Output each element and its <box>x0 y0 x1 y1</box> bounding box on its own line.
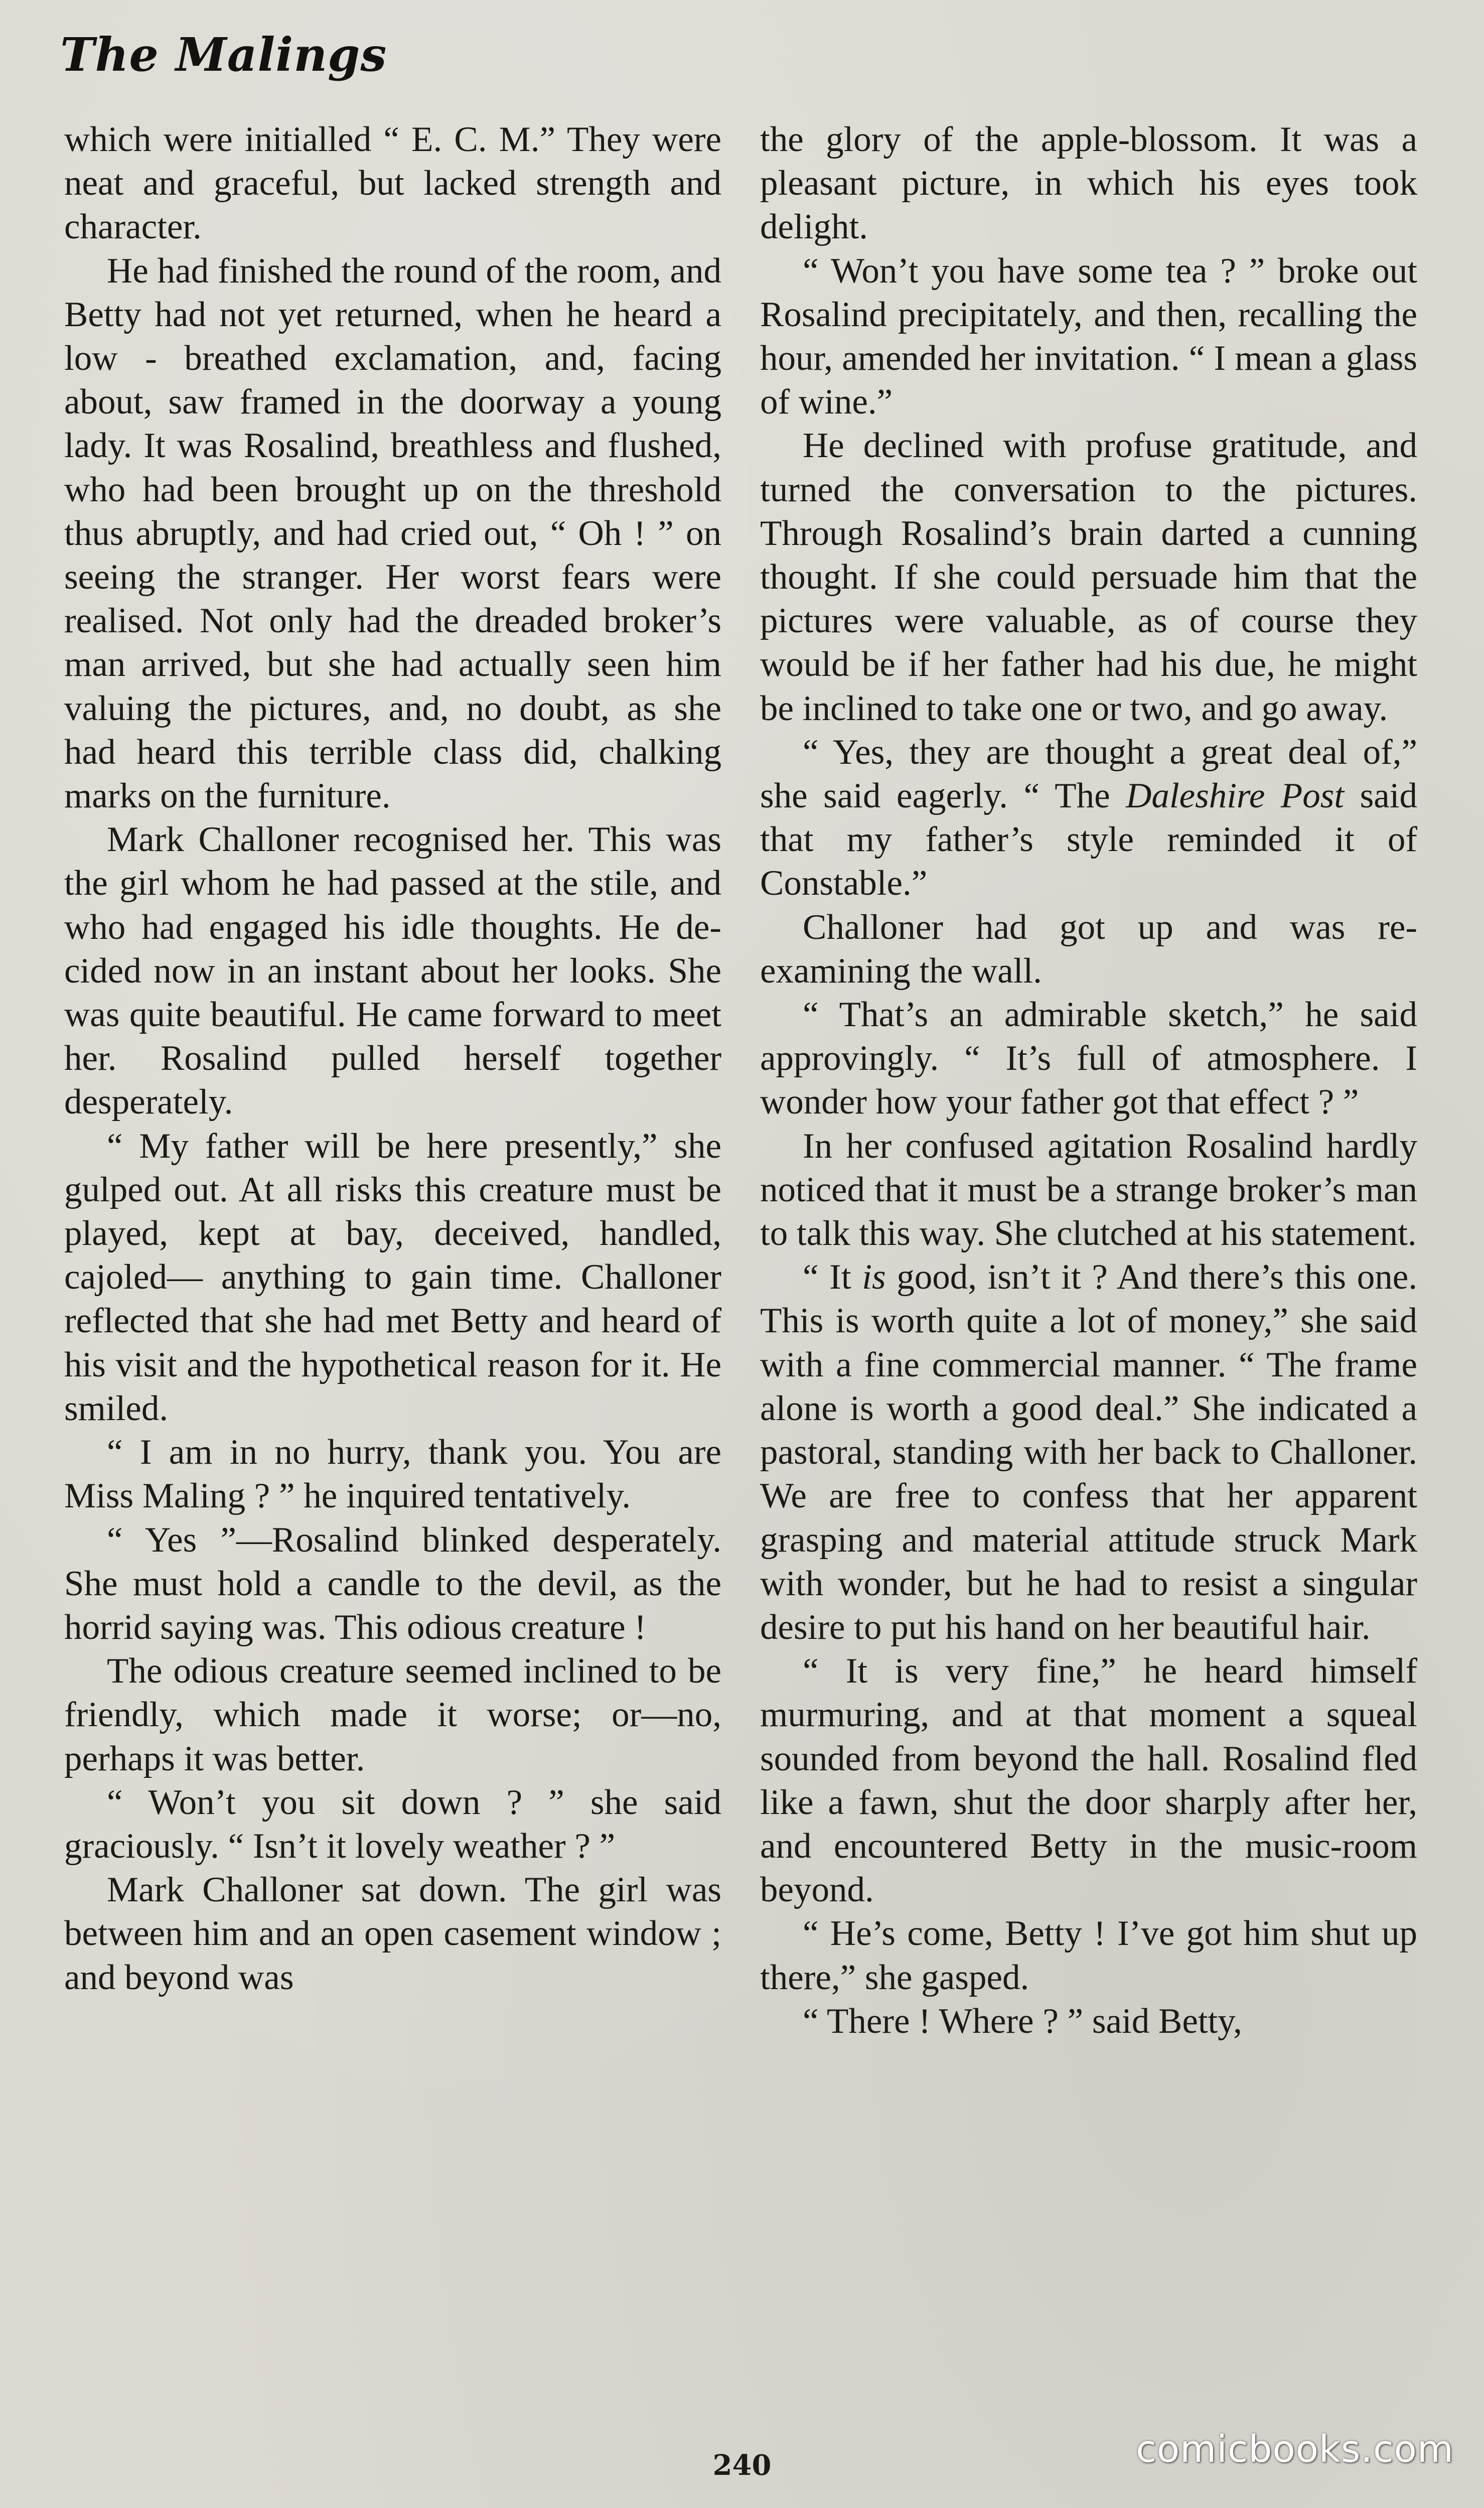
paragraph: The odious creature seemed inclined to be friendly, which made it worse; or—no, perhaps it was better. <box>64 1651 721 1778</box>
paragraph: “ Won’t you sit down ? ” she said graciously. “ Isn’t it lovely weather ? ” <box>64 1782 721 1866</box>
paragraph: Challoner had got up and was re-examining the wall. <box>760 907 1417 991</box>
paragraph: “ It is very fine,” he heard himself murmuring, and at that moment a squeal sounded from beyond the hall. Rosalind fled like a fawn, shut the door sharply after her, and encountered Betty in the music-room beyond. <box>760 1651 1417 1910</box>
paragraph: Mark Challoner sat down. The girl was between him and an open casement window ; and beyond was <box>64 1870 721 1997</box>
paragraph: “ There ! Where ? ” said Betty, <box>803 2001 1242 2041</box>
paragraph: “ It is good, isn’t it ? And there’s this one. This is worth quite a lot of money,” she said with a fine commercial manner. “ The frame alone is worth a good deal.” She indicated a pastoral, standing with her back to Challoner. We are free to confess that her apparent grasping and material attitude struck Mark with wonder, but he had to resist a singular desire to put his hand on her beautiful hair. <box>760 1258 1417 1647</box>
page-number: 240 <box>712 2449 772 2482</box>
paragraph: “ Yes, they are thought a great deal of,” she said eagerly. “ The Daleshire Post said that my father’s style reminded it of Constable.” <box>760 732 1417 903</box>
paragraph: In her confused agitation Rosalind hardly noticed that it must be a strange broker’s man to talk this way. She clutched at his statement. <box>760 1126 1417 1253</box>
right-column <box>760 118 1417 2431</box>
paragraph: which were initialled “ E. C. M.” They were neat and graceful, but lacked strength and character. <box>64 120 721 247</box>
paragraph: “ Yes ”—Rosalind blinked desperately. She must hold a candle to the devil, as the horrid saying was. This odious creature ! <box>64 1520 721 1647</box>
paragraph: Mark Challoner recognised her. This was the girl whom he had passed at the stile, and who had engaged his idle thoughts. He decided now in an instant about her looks. She was quite beautiful. He came forward to meet her. Rosalind pulled herself together desperately. <box>64 820 721 1122</box>
paragraph: He had finished the round of the room, and Betty had not yet returned, when he heard a low - breathed exclamation, and, facing about, saw framed in the doorway a young lady. It was Rosalind, breathless and flushed, who had been brought up on the threshold thus abruptly, and had cried out, “ Oh ! ” on seeing the stranger. Her worst fears were realised. Not only had the dreaded broker’s man arrived, but she had actually seen him valuing the pictures, and, no doubt, as she had heard this terrible class did, chalking marks on the furniture. <box>64 251 721 816</box>
running-title: The Malings <box>60 28 387 82</box>
paragraph: “ Won’t you have some tea ? ” broke out Rosalind precipitately, and then, recalling the hour, amended her invitation. “ I mean a glass of wine.” <box>760 251 1417 422</box>
left-column <box>64 118 721 2431</box>
paragraph: “ That’s an admirable sketch,” he said approvingly. “ It’s full of atmosphere. I wonder how your father got that effect ? ” <box>760 995 1417 1122</box>
paragraph: “ I am in no hurry, thank you. You are Miss Maling ? ” he inquired tentatively. <box>64 1433 721 1516</box>
watermark: comicbooks.com <box>1136 2428 1454 2471</box>
paragraph: the glory of the apple-blossom. It was a pleasant picture, in which his eyes took delight. <box>760 120 1417 247</box>
paragraph: “ My father will be here presently,” she gulped out. At all risks this creature must be played, kept at bay, deceived, handled, cajoled— anything to gain time. Challoner reflected that she had met Betty and heard of his visit and the hypothetical reason for it. He smiled. <box>64 1126 721 1428</box>
paragraph: He declined with profuse gratitude, and turned the conversation to the pictures. Through Rosalind’s brain darted a cunning thought. If she could persuade him that the pictures were valuable, as of course they would be if her father had his due, he might be inclined to take one or two, and go away. <box>760 426 1417 728</box>
paragraph: “ He’s come, Betty ! I’ve got him shut up there,” she gasped. <box>760 1914 1417 1997</box>
